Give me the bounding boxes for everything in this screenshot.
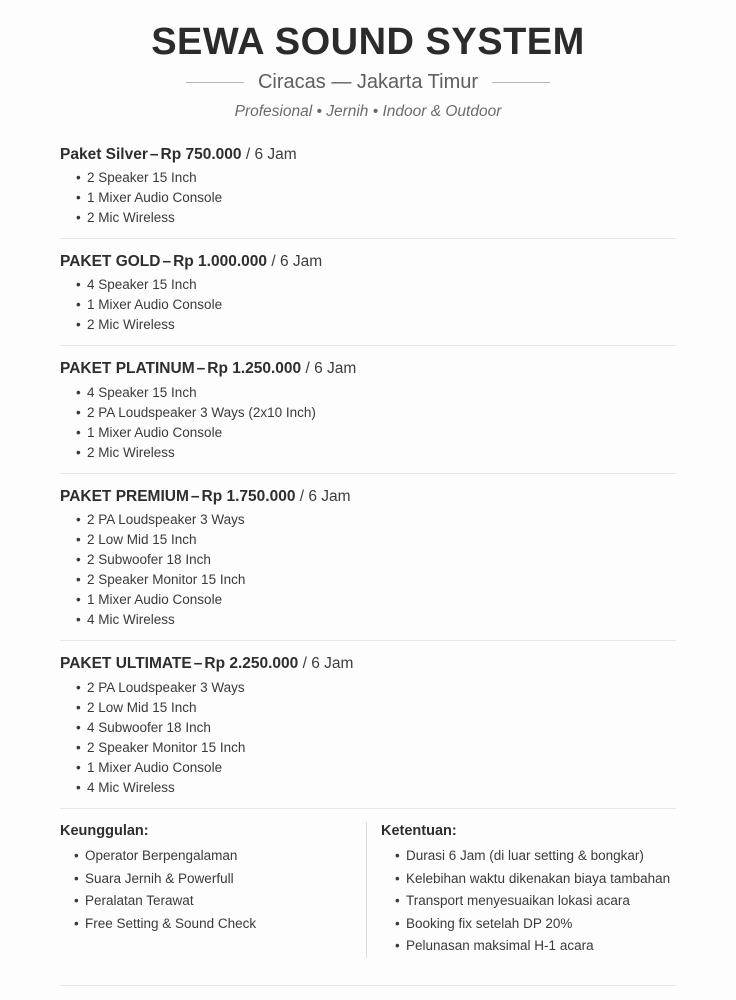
package-duration: / 6 Jam — [305, 360, 357, 378]
tagline: Profesional • Jernih • Indoor & Outdoor — [234, 103, 502, 121]
package-name: PAKET ULTIMATE — [60, 655, 192, 673]
package-duration: / 6 Jam — [245, 145, 297, 163]
package-item: • 2 Mic Wireless — [76, 208, 676, 228]
package-item: • 4 Subwoofer 18 Inch — [76, 718, 676, 738]
terms-list — [381, 845, 691, 958]
package-duration: / 6 Jam — [302, 655, 354, 673]
location-text: Ciracas — Jakarta Timur — [257, 71, 479, 94]
package-heading — [60, 359, 676, 378]
list-item: • Kelebihan waktu dikenakan biaya tambahan — [395, 868, 691, 891]
package-items — [60, 168, 676, 228]
list-item: • Peralatan Terawat — [74, 890, 366, 913]
terms-column — [366, 822, 691, 958]
package-name: PAKET PLATINUM — [60, 360, 195, 378]
package-section — [60, 145, 676, 239]
package-price: Rp 750.000 — [160, 145, 242, 163]
package-price: Rp 1.000.000 — [173, 253, 268, 270]
package-section — [60, 641, 676, 808]
package-item: • 2 Low Mid 15 Inch — [76, 698, 676, 718]
package-name: Paket Silver — [60, 145, 148, 163]
list-item: • Durasi 6 Jam (di luar setting & bongkar) — [395, 845, 691, 868]
package-item: • 4 Mic Wireless — [76, 610, 676, 630]
package-item: • 2 Mic Wireless — [76, 443, 676, 463]
footer-columns — [60, 822, 676, 958]
decorative-rule-right — [492, 82, 550, 83]
package-price: Rp 2.250.000 — [204, 655, 299, 673]
package-name: PAKET GOLD — [60, 253, 161, 270]
header — [60, 0, 676, 122]
decorative-rule-left — [186, 82, 244, 83]
package-items — [60, 678, 676, 798]
package-item: • 2 Speaker 15 Inch — [76, 168, 676, 188]
package-heading — [60, 252, 676, 271]
package-item: • 2 Low Mid 15 Inch — [76, 530, 676, 550]
package-item: • 1 Mixer Audio Console — [76, 188, 676, 208]
list-item: • Free Setting & Sound Check — [74, 913, 366, 936]
package-section — [60, 474, 676, 641]
package-heading — [60, 487, 676, 506]
package-dash: – — [149, 145, 159, 163]
advantages-title: Keunggulan: — [60, 822, 149, 839]
package-list — [60, 145, 676, 809]
list-item: • Operator Berpengalaman — [74, 845, 366, 868]
list-item: • Transport menyesuaikan lokasi acara — [395, 890, 691, 913]
package-price: Rp 1.250.000 — [207, 360, 302, 378]
package-items — [60, 275, 676, 335]
package-items — [60, 383, 676, 463]
package-duration: / 6 Jam — [299, 487, 351, 505]
package-name: PAKET PREMIUM — [60, 487, 189, 505]
list-item: • Pelunasan maksimal H-1 acara — [395, 935, 691, 958]
advantages-list — [60, 845, 366, 935]
list-item: • Booking fix setelah DP 20% — [395, 913, 691, 936]
package-item: • 2 Mic Wireless — [76, 315, 676, 335]
package-duration: / 6 Jam — [271, 253, 323, 270]
package-dash: – — [193, 655, 203, 673]
package-item: • 2 Speaker Monitor 15 Inch — [76, 738, 676, 758]
location-row — [60, 70, 676, 94]
package-items — [60, 510, 676, 630]
bottom-divider — [60, 985, 676, 986]
package-item: • 2 PA Loudspeaker 3 Ways — [76, 510, 676, 530]
package-item: • 2 Subwoofer 18 Inch — [76, 550, 676, 570]
package-section — [60, 346, 676, 473]
list-item: • Suara Jernih & Powerfull — [74, 868, 366, 891]
package-item: • 2 PA Loudspeaker 3 Ways — [76, 678, 676, 698]
package-price: Rp 1.750.000 — [201, 487, 296, 505]
package-heading — [60, 654, 676, 673]
terms-title: Ketentuan: — [381, 822, 457, 839]
package-dash: – — [162, 253, 172, 270]
package-item: • 2 Speaker Monitor 15 Inch — [76, 570, 676, 590]
package-item: • 4 Speaker 15 Inch — [76, 275, 676, 295]
package-item: • 4 Speaker 15 Inch — [76, 383, 676, 403]
package-item: • 2 PA Loudspeaker 3 Ways (2x10 Inch) — [76, 403, 676, 423]
package-heading — [60, 145, 676, 164]
page-title: SEWA SOUND SYSTEM — [151, 21, 585, 63]
package-item: • 1 Mixer Audio Console — [76, 423, 676, 443]
package-item: • 1 Mixer Audio Console — [76, 590, 676, 610]
package-item: • 4 Mic Wireless — [76, 778, 676, 798]
package-section — [60, 239, 676, 346]
package-dash: – — [196, 360, 206, 378]
package-item: • 1 Mixer Audio Console — [76, 758, 676, 778]
advantages-column — [60, 822, 366, 958]
package-dash: – — [190, 487, 200, 505]
package-item: • 1 Mixer Audio Console — [76, 295, 676, 315]
